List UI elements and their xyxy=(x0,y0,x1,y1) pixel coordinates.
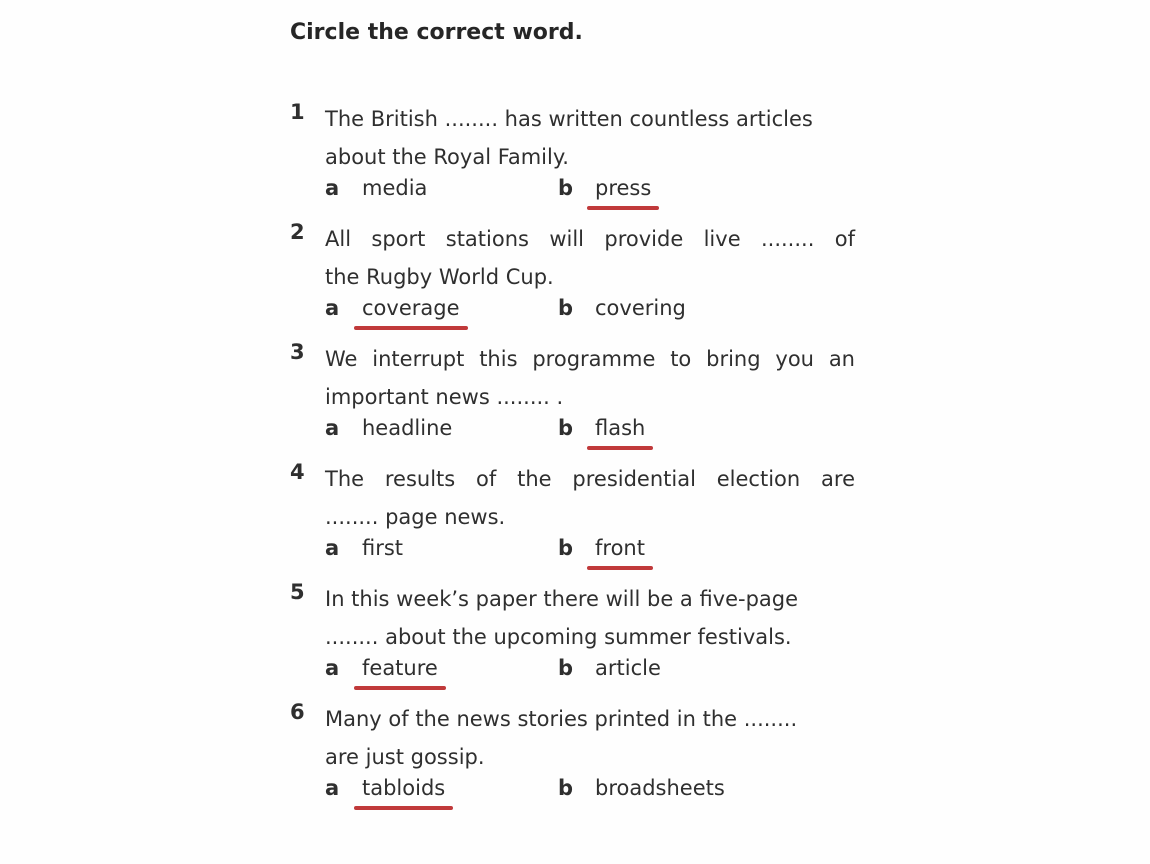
option-word: feature xyxy=(362,656,438,680)
option-word: headline xyxy=(362,416,453,440)
question-line: In this week’s paper there will be a five-page xyxy=(325,587,799,611)
option-letter: b xyxy=(558,296,574,320)
question-number: 4 xyxy=(290,460,305,484)
option-a[interactable] xyxy=(325,176,427,200)
option-word: press xyxy=(595,176,652,200)
question-line: important news ........ . xyxy=(325,385,564,409)
instruction-heading: Circle the correct word. xyxy=(290,20,583,45)
question-number: 6 xyxy=(290,700,305,724)
answer-options xyxy=(325,656,855,696)
answer-underline-mark xyxy=(587,566,653,570)
question-text xyxy=(325,580,855,656)
question-text xyxy=(325,100,855,176)
question-6 xyxy=(290,700,860,820)
question-3 xyxy=(290,340,860,460)
question-number: 2 xyxy=(290,220,305,244)
option-word: first xyxy=(362,536,404,560)
question-number: 5 xyxy=(290,580,305,604)
question-4 xyxy=(290,460,860,580)
option-word: front xyxy=(595,536,645,560)
answer-options xyxy=(325,536,855,576)
question-line: Many of the news stories printed in the ........ xyxy=(325,707,798,731)
answer-underline-mark xyxy=(354,326,468,330)
question-text xyxy=(325,460,855,536)
question-number: 3 xyxy=(290,340,305,364)
option-letter: a xyxy=(325,416,340,440)
option-b[interactable] xyxy=(558,176,651,200)
option-word: media xyxy=(362,176,428,200)
option-a[interactable] xyxy=(325,656,438,680)
option-b[interactable] xyxy=(558,296,686,320)
question-line: The British ........ has written countless articles xyxy=(325,107,813,131)
option-a[interactable] xyxy=(325,776,445,800)
answer-options xyxy=(325,176,855,216)
question-5 xyxy=(290,580,860,700)
option-letter: b xyxy=(558,776,574,800)
option-word: covering xyxy=(595,296,686,320)
question-line: All sport stations will provide live ........ of xyxy=(325,227,855,251)
question-text xyxy=(325,700,855,776)
option-word: broadsheets xyxy=(595,776,725,800)
question-line: the Rugby World Cup. xyxy=(325,265,554,289)
option-letter: a xyxy=(325,536,340,560)
option-letter: b xyxy=(558,536,574,560)
option-letter: b xyxy=(558,416,574,440)
option-b[interactable] xyxy=(558,656,661,680)
option-word: article xyxy=(595,656,661,680)
answer-underline-mark xyxy=(587,446,653,450)
answer-options xyxy=(325,776,855,816)
option-a[interactable] xyxy=(325,536,403,560)
answer-underline-mark xyxy=(354,806,453,810)
answer-underline-mark xyxy=(354,686,446,690)
option-a[interactable] xyxy=(325,296,460,320)
option-letter: b xyxy=(558,656,574,680)
option-letter: a xyxy=(325,296,340,320)
answer-options xyxy=(325,296,855,336)
question-line: about the Royal Family. xyxy=(325,145,569,169)
option-b[interactable] xyxy=(558,776,725,800)
question-line: We interrupt this programme to bring you an xyxy=(325,347,855,371)
option-letter: a xyxy=(325,776,340,800)
question-line: The results of the presidential election are xyxy=(325,467,855,491)
answer-options xyxy=(325,416,855,456)
option-letter: b xyxy=(558,176,574,200)
question-text xyxy=(325,340,855,416)
option-b[interactable] xyxy=(558,536,645,560)
option-letter: a xyxy=(325,656,340,680)
answer-underline-mark xyxy=(587,206,659,210)
question-text xyxy=(325,220,855,296)
question-2 xyxy=(290,220,860,340)
option-word: tabloids xyxy=(362,776,446,800)
option-a[interactable] xyxy=(325,416,452,440)
question-line: ........ about the upcoming summer festivals. xyxy=(325,625,792,649)
question-number: 1 xyxy=(290,100,305,124)
option-word: coverage xyxy=(362,296,460,320)
question-line: are just gossip. xyxy=(325,745,485,769)
option-letter: a xyxy=(325,176,340,200)
option-word: flash xyxy=(595,416,646,440)
question-line: ........ page news. xyxy=(325,505,506,529)
option-b[interactable] xyxy=(558,416,645,440)
question-1 xyxy=(290,100,860,220)
